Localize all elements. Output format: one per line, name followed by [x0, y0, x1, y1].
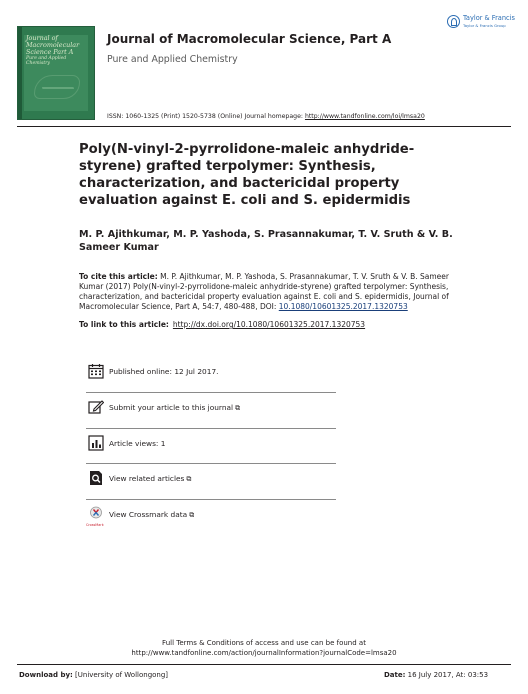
search-document-icon — [88, 470, 104, 486]
journal-subtitle: Pure and Applied Chemistry — [107, 54, 238, 65]
journal-cover-image[interactable] — [17, 26, 95, 120]
crossmark-link[interactable] — [109, 510, 194, 520]
published-online-text: Published online: 12 Jul 2017. — [109, 367, 219, 376]
article-link-label: To link to this article: — [79, 320, 169, 329]
article-authors: M. P. Ajithkumar, M. P. Yashoda, S. Prasannakumar, T. V. Sruth & V. B. Sameer Kumar — [79, 229, 453, 253]
cover-title-line: Pure and Applied Chemistry — [26, 56, 67, 66]
issn-text: ISSN: 1060-1325 (Print) 1520-5738 (Online) Journal homepage: — [107, 113, 305, 120]
submit-article-row[interactable] — [86, 393, 336, 429]
publisher-logo-icon — [447, 15, 460, 28]
terms-link[interactable]: http://www.tandfonline.com/action/journalInformation?journalCode=lmsa20 — [131, 649, 397, 657]
published-online-row — [86, 357, 336, 393]
journal-homepage-link[interactable]: http://www.tandfonline.com/loi/lmsa20 — [304, 113, 425, 120]
edit-icon — [88, 399, 104, 415]
terms-line: Full Terms & Conditions of access and use can be found at — [162, 639, 366, 647]
citation-doi-link[interactable]: 10.1080/10601325.2017.1320753 — [278, 302, 408, 311]
external-link-icon: ⧉ — [189, 511, 195, 519]
download-date-label: Date: — [384, 671, 406, 679]
citation-block — [79, 272, 469, 312]
cover-spine — [18, 27, 22, 119]
header-divider — [17, 126, 511, 127]
cover-title — [26, 35, 89, 66]
cover-title-line: Science Part A — [26, 48, 74, 56]
terms-notice — [0, 638, 528, 658]
publisher-group: Taylor & Francis Group — [463, 23, 506, 28]
article-link-url[interactable]: http://dx.doi.org/10.1080/10601325.2017.1320753 — [172, 320, 366, 329]
article-link-line — [79, 320, 469, 329]
submit-article-label: Submit your article to this journal — [109, 403, 234, 412]
download-date — [384, 671, 488, 679]
external-link-icon: ⧉ — [235, 404, 241, 412]
cover-title-line: Journal of — [26, 34, 58, 42]
downloaded-by-value: [University of Wollongong] — [72, 671, 169, 679]
citation-label: To cite this article: — [79, 272, 158, 281]
journal-title[interactable]: Journal of Macromolecular Science, Part A — [107, 32, 392, 46]
submit-article-link[interactable] — [109, 403, 240, 413]
download-date-value: 16 July 2017, At: 03:53 — [405, 671, 489, 679]
external-link-icon: ⧉ — [186, 475, 192, 483]
issn-line — [107, 113, 425, 120]
crossmark-label: View Crossmark data — [109, 510, 188, 519]
citation-text: M. P. Ajithkumar, M. P. Yashoda, S. Prasannakumar, T. V. Sruth & V. B. Sameer Kumar (2017) Poly(N-vinyl-2-pyrrolidone-maleic anhydride-styrene) grafted terpolymer: Synthesis, characterization, and bactericidal property evaluation against E. coli and S. epidermidis, Journal of Macromolecular Science, Part A, 54:7, 480-488, DOI: — [79, 272, 449, 311]
bar-chart-icon — [88, 435, 104, 451]
related-articles-row[interactable] — [86, 464, 336, 500]
footer-divider — [17, 664, 511, 665]
crossmark-row[interactable] — [86, 500, 336, 536]
related-articles-label: View related articles — [109, 474, 185, 483]
crossmark-icon — [88, 506, 104, 522]
cover-title-line: Macromolecular — [26, 41, 80, 49]
article-views-text: Article views: 1 — [109, 439, 166, 448]
article-title: Poly(N-vinyl-2-pyrrolidone-maleic anhydride-styrene) grafted terpolymer: Synthesis, characterization, and bactericidal property evaluation against E. coli and S. epidermidis — [79, 142, 415, 208]
calendar-icon — [88, 363, 104, 379]
crossmark-logo-text: CrossMark — [86, 523, 104, 527]
downloaded-by-label: Download by: — [19, 671, 73, 679]
downloaded-by — [19, 671, 168, 679]
article-views-row — [86, 429, 336, 465]
cover-pattern-inner — [42, 87, 74, 89]
publisher-logo[interactable] — [447, 14, 519, 32]
publisher-name: Taylor & Francis — [463, 14, 515, 22]
related-articles-link[interactable] — [109, 474, 191, 484]
